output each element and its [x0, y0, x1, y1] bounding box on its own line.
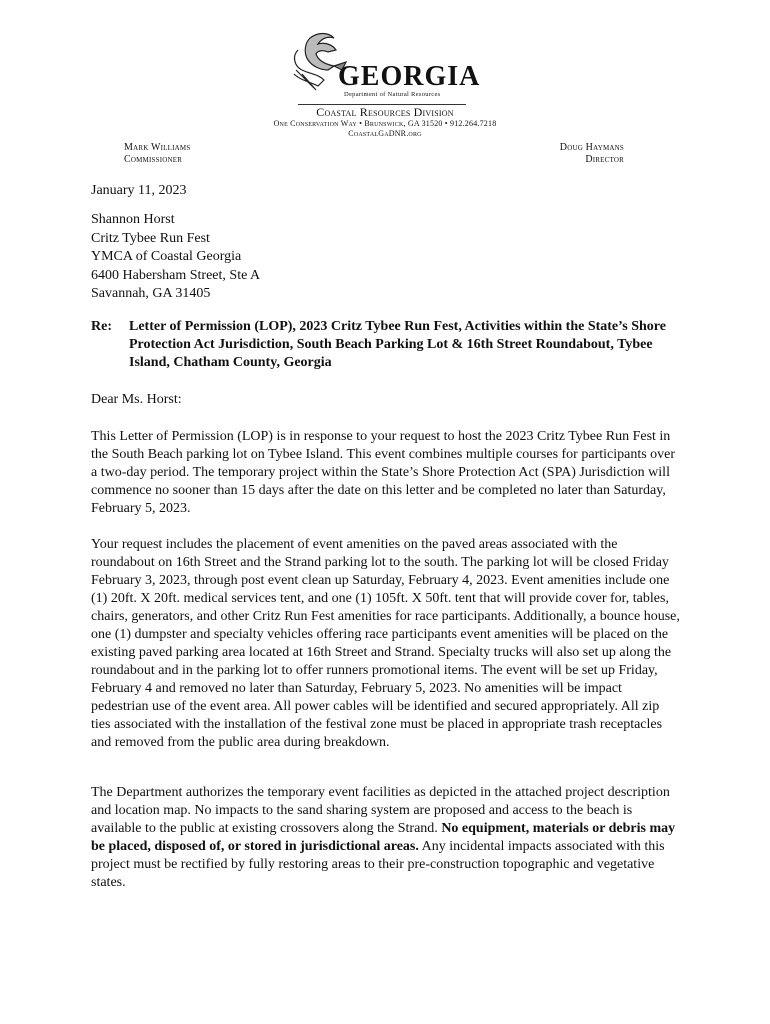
recipient-address [91, 211, 681, 304]
commissioner-block [124, 142, 190, 166]
recipient-line: 6400 Habersham Street, Ste A [91, 267, 261, 283]
georgia-dnr-logo [288, 30, 488, 104]
body-paragraph-2 [91, 536, 681, 752]
subject-text: Letter of Permission (LOP), 2023 Critz Tybee Run Fest, Activities within the State’s Shore Protection Act Jurisdiction, South Beach Parking Lot & 16th Street Roundabout, Tybee Island, Chatham County, Georgia [129, 319, 666, 370]
division-name: Coastal Resources Division [316, 105, 454, 119]
director-block [560, 142, 624, 166]
commissioner-title: Commissioner [124, 154, 183, 165]
salutation: Dear Ms. Horst: [91, 392, 182, 407]
letter-date: January 11, 2023 [91, 183, 187, 198]
recipient-line: Savannah, GA 31405 [91, 286, 211, 301]
body-paragraph-3 [91, 784, 681, 892]
recipient-line: Shannon Horst [91, 212, 175, 227]
recipient-line: YMCA of Coastal Georgia [91, 249, 242, 264]
paragraph-text-end: Any incidental impacts associated with this project must be rectified by fully restoring areas to their pre-construction topographic and vegetative states. [91, 839, 665, 890]
paragraph-text-start: The Department authorizes the temporary event facilities as depicted in the attached project description and location map. No impacts to the sand sharing system are proposed and access to the beach is available to the public at existing crossovers along the Strand. [91, 785, 670, 836]
logo-wordmark: GEORGIA [338, 61, 481, 92]
paragraph-text-bold: No equipment, materials or debris may be placed, disposed of, or stored in jurisdictional areas. [91, 821, 676, 854]
commissioner-name: Mark Williams [124, 142, 191, 153]
paragraph-text: Your request includes the placement of event amenities on the paved areas associated with the roundabout on 16th Street and the Strand parking lot to the south. The parking lot will be closed Friday February 3, 2023, through post event clean up Saturday, February 4, 2023. Event amenities include one (1) 20ft. X 20ft. medical services tent, and one (1) 105ft. X 50ft. tent that will provide cover for, tables, chairs, generators, and other Critz Run Fest amenities for race participants. Additionally, a bounce house, one (1) dumpster and specialty vehicles offering race participants event amenities will be placed on the existing paved parking area located at 16th Street and Strand. Specialty trucks will also set up along the roundabout and in the parking lot to offer runners promotional items. The event will be set up Friday, February 4 and removed no later than Saturday, February 5, 2023. No amenities will be impact pedestrian use of the event area. All power cables will be identified and secured appropriately. All zip ties associated with the installation of the festival zone must be placed in appropriate trash receptacles and removed from the public area during breakdown. [91, 537, 680, 750]
body-paragraph-1 [91, 428, 681, 518]
director-name: Doug Haymans [559, 142, 624, 153]
recipient-line: Critz Tybee Run Fest [91, 230, 210, 246]
director-title: Director [585, 154, 624, 165]
subject-label: Re: [91, 319, 112, 334]
paragraph-text [91, 784, 681, 892]
paragraph-text: This Letter of Permission (LOP) is in response to your request to host the 2023 Critz Tybee Run Fest in the South Beach parking lot on Tybee Island. This event combines multiple courses for participants over a two-day period. The temporary project within the State’s Shore Protection Act (SPA) Jurisdiction will commence no sooner than 15 days after the date on this letter and be completed no later than Saturday, February 5, 2023. [91, 429, 676, 516]
division-website: CoastalGaDNR.org [348, 129, 422, 138]
logo-dept-name: Department of Natural Resources [344, 91, 441, 98]
division-address: One Conservation Way • Brunswick, GA 31520 • 912.264.7218 [273, 119, 497, 128]
